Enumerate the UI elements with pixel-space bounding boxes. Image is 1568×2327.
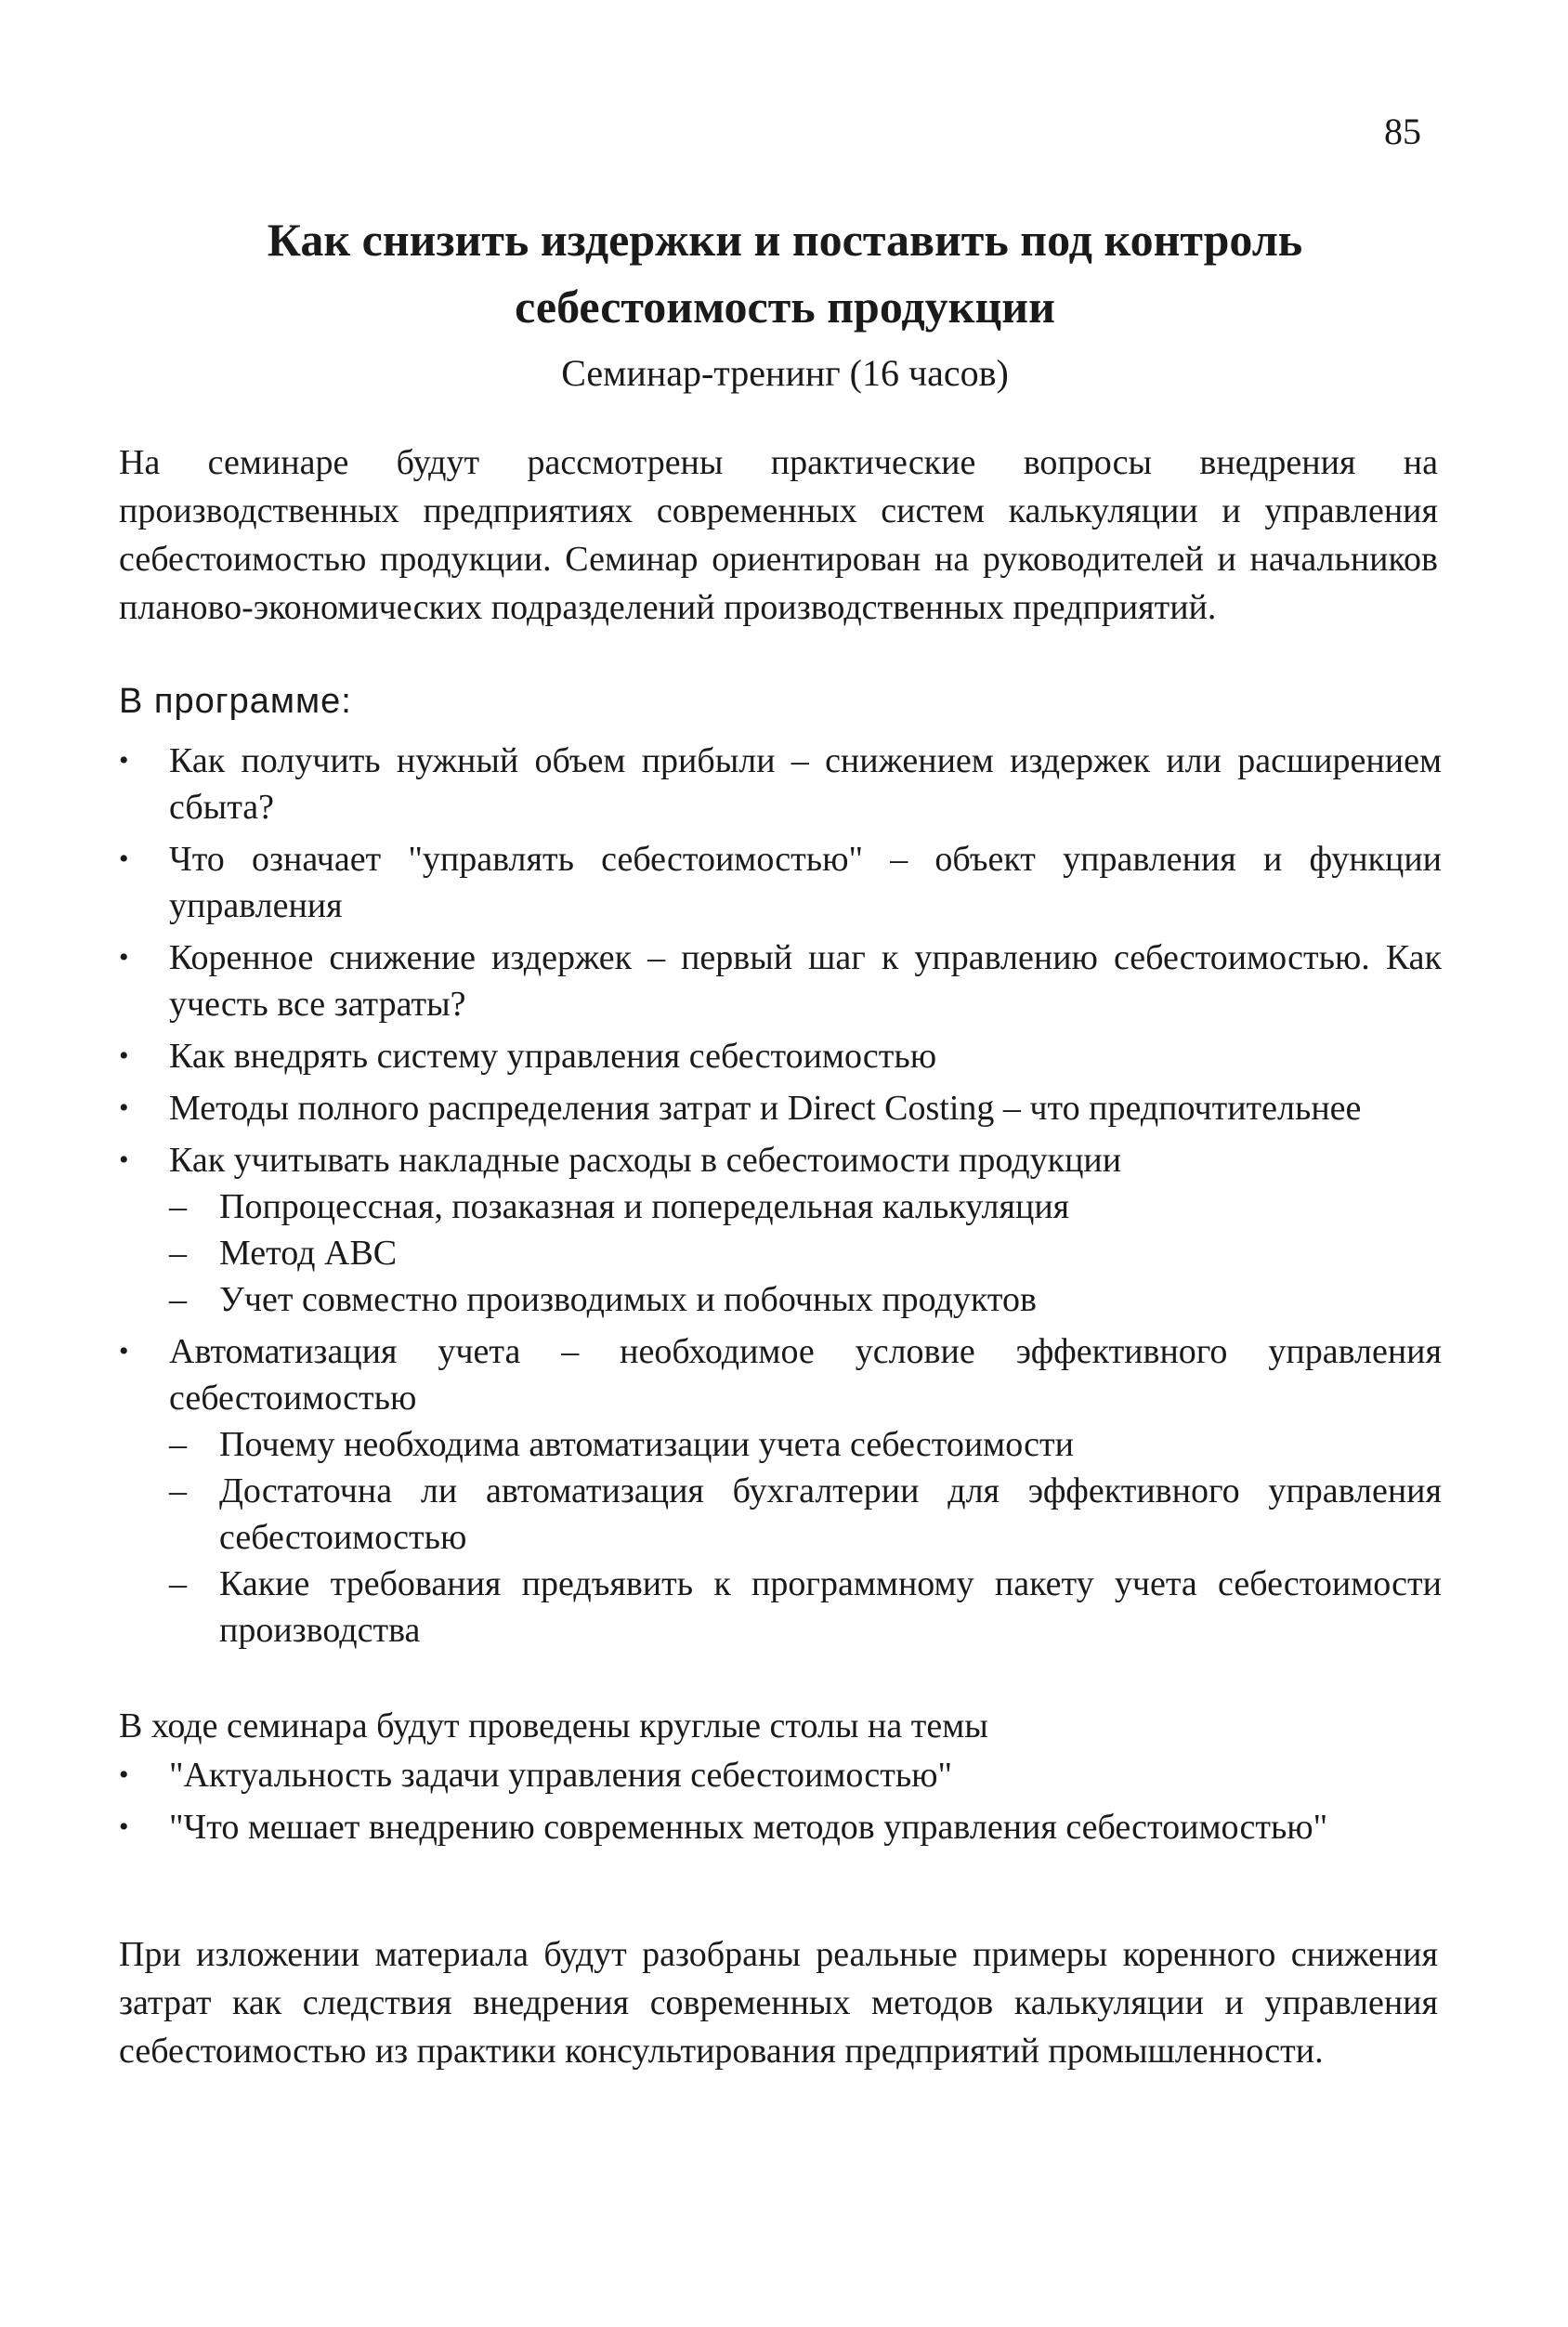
sub-list-item-text: Учет совместно производимых и побочных продуктов bbox=[219, 1280, 1037, 1319]
program-list bbox=[111, 738, 1442, 1659]
list-item-text: Что означает "управлять себестоимостью" – объект управления и функции управления bbox=[169, 840, 1442, 925]
sub-list-item bbox=[169, 1183, 1442, 1230]
dash-icon: – bbox=[169, 1234, 187, 1273]
closing-paragraph: При изложении материала будут разобраны реальные примеры коренного снижения затрат как следствия внедрения современных методов калькуляции и управления себестоимостью из практики консультирования предприятий промышленности. bbox=[119, 1935, 1438, 2071]
bullet-icon: • bbox=[119, 843, 129, 874]
title-line-1: Как снизить издержки и поставить под контроль bbox=[267, 214, 1303, 266]
list-item bbox=[111, 1328, 1442, 1654]
list-item bbox=[111, 836, 1442, 929]
list-item-text: Автоматизация учета – необходимое условие эффективного управления себестоимостью bbox=[169, 1332, 1442, 1418]
bullet-icon: • bbox=[119, 1336, 129, 1366]
list-item bbox=[111, 738, 1442, 830]
sub-list-item-text: Метод ABC bbox=[219, 1234, 398, 1273]
list-item bbox=[111, 1804, 1442, 1850]
roundtables-intro: В ходе семинара будут проведены круглые столы на темы bbox=[119, 1706, 988, 1745]
list-item bbox=[111, 1033, 1442, 1079]
sub-list bbox=[169, 1421, 1442, 1654]
dash-icon: – bbox=[169, 1564, 187, 1603]
bullet-icon: • bbox=[119, 942, 129, 973]
bullet-icon: • bbox=[119, 1144, 129, 1175]
bullet-icon: • bbox=[119, 1040, 129, 1071]
dash-icon: – bbox=[169, 1280, 187, 1319]
sub-list-item-text: Попроцессная, позаказная и попередельная калькуляция bbox=[219, 1187, 1070, 1226]
dash-icon: – bbox=[169, 1471, 187, 1510]
page-subtitle: Семинар-тренинг (16 часов) bbox=[561, 352, 1009, 394]
dash-icon: – bbox=[169, 1187, 187, 1226]
list-item-text: "Актуальность задачи управления себестоимостью" bbox=[169, 1756, 953, 1795]
dash-icon: – bbox=[169, 1425, 187, 1464]
list-item-text: Методы полного распределения затрат и Direct Costing – что предпочтительнее bbox=[169, 1089, 1362, 1128]
list-item-text: Как внедрять систему управления себестоимостью bbox=[169, 1037, 937, 1076]
bullet-icon: • bbox=[119, 745, 129, 776]
sub-list-item-text: Достаточна ли автоматизация бухгалтерии для эффективного управления себестоимостью bbox=[219, 1471, 1442, 1557]
intro-paragraph: На семинаре будут рассмотрены практические вопросы внедрения на производственных предприятиях современных систем калькуляции и управления себестоимостью продукции. Семинар ориентирован на руководителей и начальников планово-экономических подразделений производственных предприятий. bbox=[119, 443, 1438, 627]
sub-list-item bbox=[169, 1276, 1442, 1323]
list-item bbox=[111, 1137, 1442, 1323]
list-item-text: "Что мешает внедрению современных методов управления себестоимостью" bbox=[169, 1808, 1328, 1847]
bullet-icon: • bbox=[119, 1092, 129, 1123]
roundtables-list bbox=[111, 1752, 1442, 1856]
list-item bbox=[111, 1085, 1442, 1131]
list-item-text: Коренное снижение издержек – первый шаг к управлению себестоимостью. Как учесть все затраты? bbox=[169, 938, 1442, 1024]
bullet-icon: • bbox=[119, 1759, 129, 1790]
sub-list-item-text: Почему необходима автоматизации учета себестоимости bbox=[219, 1425, 1074, 1464]
sub-list-item bbox=[169, 1561, 1442, 1654]
page-title bbox=[130, 206, 1440, 340]
sub-list-item bbox=[169, 1468, 1442, 1561]
list-item-text: Как учитывать накладные расходы в себестоимости продукции bbox=[169, 1141, 1122, 1180]
list-item bbox=[111, 1752, 1442, 1798]
program-heading: В программе: bbox=[119, 682, 352, 721]
sub-list-item bbox=[169, 1421, 1442, 1468]
sub-list bbox=[169, 1183, 1442, 1323]
list-item-text: Как получить нужный объем прибыли – снижением издержек или расширением сбыта? bbox=[169, 741, 1442, 827]
sub-list-item bbox=[169, 1230, 1442, 1276]
title-line-2: себестоимость продукции bbox=[515, 281, 1055, 333]
bullet-icon: • bbox=[119, 1811, 129, 1842]
list-item bbox=[111, 935, 1442, 1027]
sub-list-item-text: Какие требования предъявить к программному пакету учета себестоимости производства bbox=[219, 1564, 1442, 1650]
page-number: 85 bbox=[1384, 111, 1421, 152]
